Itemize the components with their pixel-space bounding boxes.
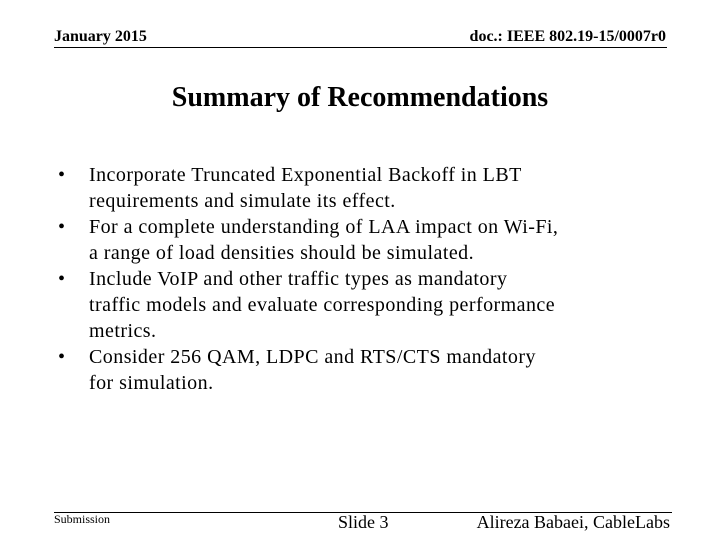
bullet-text-line: Consider 256 QAM, LDPC and RTS/CTS mandatory [89,346,536,368]
header-divider [54,47,667,48]
footer-author: Alireza Babaei, CableLabs [476,512,670,532]
bullet-icon: • [58,268,66,290]
bullet-text-line: traffic models and evaluate corresponding performance [89,294,556,316]
bullet-icon: • [58,164,66,186]
bullet-icon: • [58,216,66,238]
slide-title: Summary of Recommendations [171,82,549,113]
footer-slide-number: Slide 3 [338,512,389,532]
bullet-text-line: a range of load densities should be simulated. [89,242,475,264]
bullet-item [58,266,678,344]
bullet-icon: • [58,346,66,368]
bullet-text-line: requirements and simulate its effect. [89,190,396,212]
footer-submission: Submission [54,512,111,526]
bullet-text-line: Include VoIP and other traffic types as mandatory [89,268,508,290]
bullet-item [58,344,678,396]
bullet-text-line: For a complete understanding of LAA impact on Wi-Fi, [89,216,559,238]
bullet-text-line: Incorporate Truncated Exponential Backoff in LBT [89,164,522,186]
bullet-text-line: metrics. [89,320,157,342]
bullet-item [58,162,678,214]
header-date: January 2015 [54,28,147,45]
bullet-text-line: for simulation. [89,372,214,394]
header-document-id: doc.: IEEE 802.19-15/0007r0 [469,28,666,45]
bullet-list [58,162,678,396]
bullet-item [58,214,678,266]
